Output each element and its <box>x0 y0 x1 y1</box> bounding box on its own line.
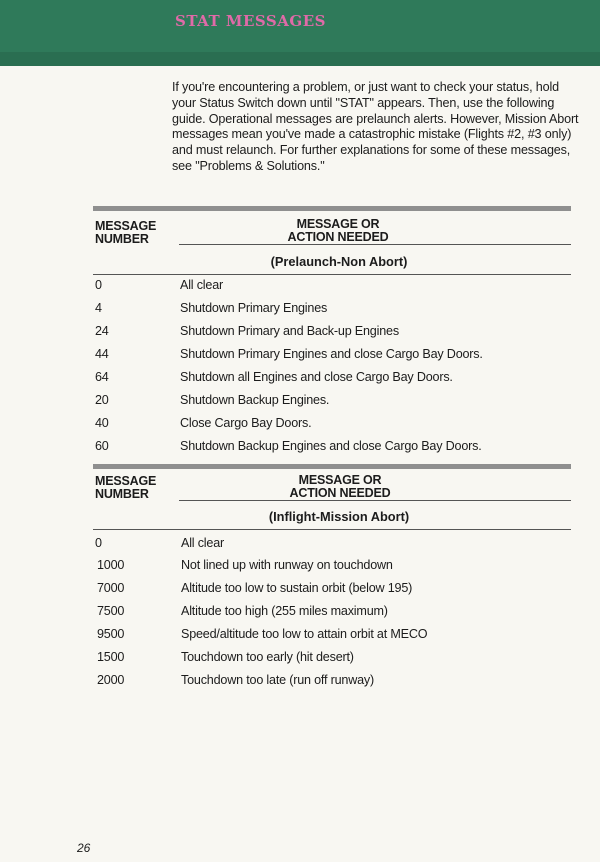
column-header-number-line2: NUMBER <box>95 231 149 246</box>
column-header-number-line1: MESSAGE <box>95 474 157 488</box>
table-row <box>93 370 571 392</box>
table-row <box>93 581 571 603</box>
message-number: 7000 <box>97 581 125 595</box>
page-title: STAT MESSAGES <box>175 12 326 30</box>
intro-paragraph: If you're encountering a problem, or just want to check your status, hold your Status Switch down until "STAT" appears. Then, use the following guide. Operational messages are prelaunch alerts. However, Mission Abort messages mean you've made a catastrophic mistake (Flights #2, #3 only) and must relaunch. For further explanations for some of these messages, see "Problems & Solutions." <box>172 80 579 173</box>
message-number: 4 <box>95 301 102 315</box>
column-header-number-line1: MESSAGE <box>95 219 157 233</box>
message-number: 60 <box>95 439 109 453</box>
table-row <box>93 393 571 415</box>
message-text: Altitude too high (255 miles maximum) <box>181 604 388 618</box>
message-number: 64 <box>95 370 109 384</box>
table-row <box>93 536 571 558</box>
column-header-message-line1: MESSAGE OR <box>298 473 382 487</box>
header-rule <box>179 500 571 501</box>
table-row <box>93 324 571 346</box>
column-header-message-line2: ACTION NEEDED <box>287 229 389 244</box>
message-number: 9500 <box>97 627 125 641</box>
column-header-message <box>215 474 465 499</box>
message-text: Shutdown all Engines and close Cargo Bay Doors. <box>180 370 453 384</box>
column-header-number <box>95 220 156 245</box>
message-text: Touchdown too early (hit desert) <box>181 650 354 664</box>
column-header-message-line1: MESSAGE OR <box>296 217 380 231</box>
table-top-rule <box>93 464 571 469</box>
section-rule <box>93 529 571 530</box>
page-number: 26 <box>77 841 91 855</box>
message-text: Touchdown too late (run off runway) <box>181 673 374 687</box>
message-number: 0 <box>95 278 102 292</box>
message-text: All clear <box>180 278 223 292</box>
section-title: (Inflight-Mission Abort) <box>268 509 410 524</box>
header-rule <box>179 244 571 245</box>
table-row <box>93 558 571 580</box>
message-text: All clear <box>181 536 224 550</box>
message-number: 1500 <box>97 650 125 664</box>
message-text: Shutdown Backup Engines. <box>180 393 330 407</box>
column-header-number-line2: NUMBER <box>95 486 149 501</box>
message-text: Not lined up with runway on touchdown <box>181 558 393 572</box>
message-text: Speed/altitude too low to attain orbit at MECO <box>181 627 428 641</box>
table-top-rule <box>93 206 571 211</box>
header-band <box>0 52 600 66</box>
table-row <box>93 347 571 369</box>
table-row <box>93 416 571 438</box>
table-row <box>93 278 571 300</box>
table-row <box>93 439 571 461</box>
column-header-message <box>213 218 463 243</box>
column-header-number <box>95 475 156 500</box>
message-number: 1000 <box>97 558 125 572</box>
table-row <box>93 604 571 626</box>
message-number: 0 <box>95 536 102 550</box>
column-header-message-line2: ACTION NEEDED <box>289 485 391 500</box>
message-text: Shutdown Primary Engines and close Cargo Bay Doors. <box>180 347 483 361</box>
message-text: Shutdown Primary and Back-up Engines <box>180 324 399 338</box>
table-row <box>93 650 571 672</box>
message-text: Shutdown Backup Engines and close Cargo Bay Doors. <box>180 439 482 453</box>
message-number: 44 <box>95 347 109 361</box>
table-row <box>93 301 571 323</box>
message-text: Close Cargo Bay Doors. <box>180 416 312 430</box>
message-number: 24 <box>95 324 109 338</box>
message-text: Shutdown Primary Engines <box>180 301 328 315</box>
message-text: Altitude too low to sustain orbit (below 195) <box>181 581 413 595</box>
table-row <box>93 627 571 649</box>
message-number: 7500 <box>97 604 125 618</box>
table-row <box>93 673 571 695</box>
message-number: 40 <box>95 416 109 430</box>
message-number: 20 <box>95 393 109 407</box>
message-number: 2000 <box>97 673 125 687</box>
section-title: (Prelaunch-Non Abort) <box>270 254 408 269</box>
section-rule <box>93 274 571 275</box>
